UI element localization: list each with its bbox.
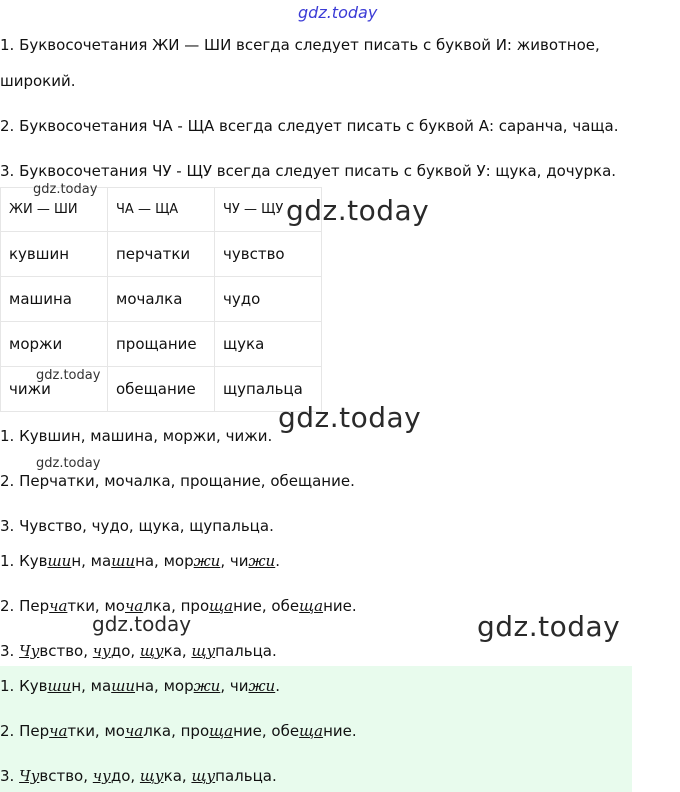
watermark-large: gdz.today: [477, 610, 621, 643]
watermark-small: gdz.today: [36, 456, 101, 471]
table-cell: щука: [215, 322, 322, 367]
highlighted-answer-3: 3. Чувство, чудо, щука, щупальца.: [0, 767, 277, 785]
table-cell: прощание: [108, 322, 215, 367]
table-header-cell: ЧУ — ЩУ: [215, 188, 322, 232]
rule-1: 1. Буквосочетания ЖИ — ШИ всегда следует писать с буквой И: животное,: [0, 36, 600, 54]
table-cell: чижи: [1, 367, 108, 412]
table-cell: щупальца: [215, 367, 322, 412]
watermark-small: gdz.today: [36, 368, 101, 383]
rule-3: 3. Буквосочетания ЧУ - ЩУ всегда следует писать с буквой У: щука, дочурка.: [0, 162, 617, 180]
table-row: [1, 232, 322, 277]
table-row: [1, 277, 322, 322]
answer-3: 3. Чувство, чудо, щука, щупальца.: [0, 517, 274, 535]
table-cell: кувшин: [1, 232, 108, 277]
highlighted-answer-2: 2. Перчатки, мочалка, прощание, обещание.: [0, 722, 357, 740]
marked-answer-2: 2. Перчатки, мочалка, прощание, обещание.: [0, 597, 357, 615]
table-row: [1, 322, 322, 367]
marked-answer-3: 3. Чувство, чудо, щука, щупальца.: [0, 642, 277, 660]
marked-answer-1: 1. Кувшин, машина, моржи, чижи.: [0, 552, 280, 570]
watermark-large: gdz.today: [286, 194, 430, 227]
answer-2: 2. Перчатки, мочалка, прощание, обещание.: [0, 472, 355, 490]
table-cell: обещание: [108, 367, 215, 412]
watermark-medium: gdz.today: [92, 612, 192, 636]
rule-1-continued: широкий.: [0, 72, 76, 90]
highlighted-answer-1: 1. Кувшин, машина, моржи, чижи.: [0, 677, 280, 695]
table-cell: чудо: [215, 277, 322, 322]
answer-1: 1. Кувшин, машина, моржи, чижи.: [0, 427, 273, 445]
table-cell: моржи: [1, 322, 108, 367]
table-cell: перчатки: [108, 232, 215, 277]
table-header-cell: ЖИ — ШИ: [1, 188, 108, 232]
table-cell: мочалка: [108, 277, 215, 322]
table-cell: машина: [1, 277, 108, 322]
watermark-small: gdz.today: [33, 182, 98, 197]
table-header-cell: ЧА — ЩА: [108, 188, 215, 232]
watermark-top: gdz.today: [298, 3, 378, 22]
rule-2: 2. Буквосочетания ЧА - ЩА всегда следует писать с буквой А: саранча, чаща.: [0, 117, 619, 135]
table-cell: чувство: [215, 232, 322, 277]
watermark-large: gdz.today: [278, 401, 422, 434]
